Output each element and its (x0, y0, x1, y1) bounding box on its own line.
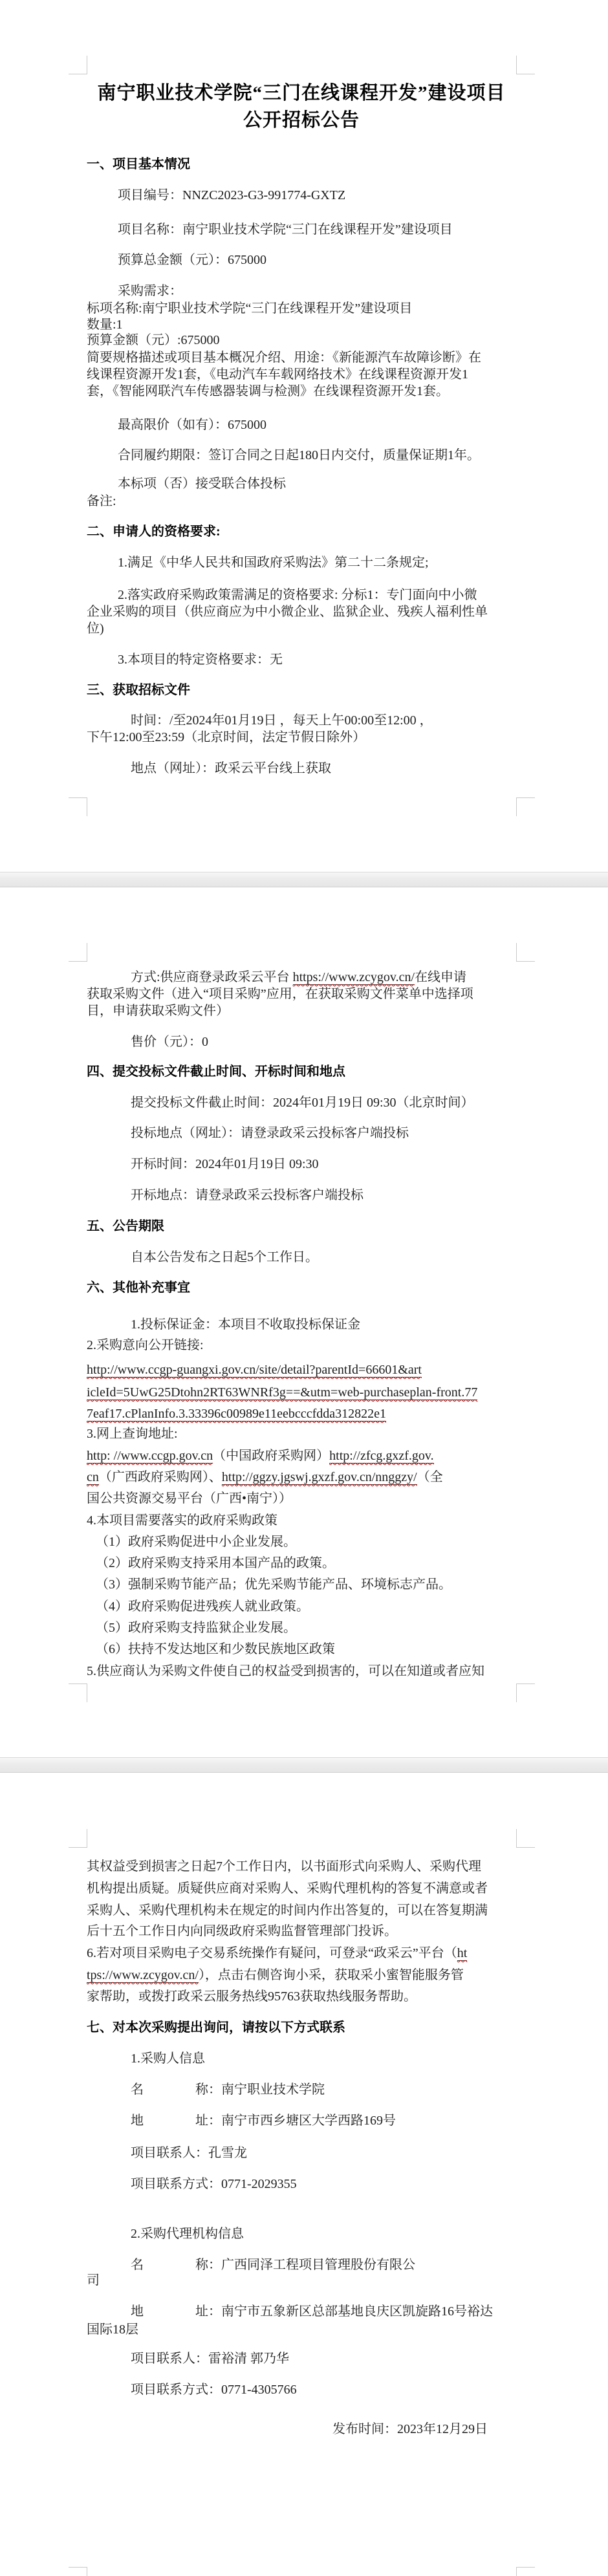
policy-item: （4）政府采购促进残疾人就业政策。 (96, 1599, 309, 1614)
supplement-item-6-text: 6.若对项目采购电子交易系统操作有疑问，可登录“政采云”平台（ (87, 1946, 457, 1960)
intent-link-line (87, 1383, 516, 1402)
agency-address-line: 国际18层 (87, 2322, 138, 2337)
supplement-item-2: 2.采购意向公开链接: (87, 1338, 204, 1352)
page-1-content (87, 0, 516, 872)
buyer-info-heading: 1.采购人信息 (131, 2051, 205, 2066)
policy-item: （5）政府采购支持监狱企业发展。 (96, 1621, 296, 1635)
obtain-method-line (87, 968, 560, 986)
page-break-bar (0, 1757, 608, 1773)
obtain-place: 地点（网址）：政采云平台线上获取 (131, 761, 331, 775)
crop-mark-top-left (69, 1829, 87, 1848)
submission-deadline: 提交投标文件截止时间：2024年01月19日 09:30（北京时间） (131, 1096, 474, 1110)
query-address-text: （全 (417, 1470, 443, 1484)
document-page-1 (0, 0, 608, 872)
section-4-heading: 四、提交投标文件截止时间、开标时间和地点 (87, 1065, 345, 1079)
qualification-item-3: 3.本项目的特定资格要求：无 (118, 653, 283, 667)
policy-item: （3）强制采购节能产品；优先采购节能产品、环境标志产品。 (96, 1577, 451, 1592)
spec-description-line: 简要规格描述或项目基本概况介绍、用途：《新能源汽车故障诊断》在 (87, 351, 481, 365)
complaint-procedure-line: 后十五个工作日内向同级政府采购监督管理部门投诉。 (87, 1924, 397, 1938)
agency-contact-person: 项目联系人：雷裕清 郭乃华 (131, 2352, 289, 2366)
procurement-demand-label: 采购需求： (118, 284, 182, 298)
supplement-item-6-line: 家帮助，或拨打政采云服务热线95763获取热线服务帮助。 (87, 1989, 417, 2004)
gxzf-link[interactable]: http://zfcg.gxzf.gov. (329, 1449, 434, 1463)
lot-name: 标项名称:南宁职业技术学院“三门在线课程开发”建设项目 (87, 301, 413, 316)
query-address-line (87, 1447, 516, 1465)
section-2-heading: 二、申请人的资格要求: (87, 525, 221, 539)
supplement-item-5-line: 5.供应商认为采购文件使自己的权益受到损害的，可以在知道或者应知 (87, 1664, 484, 1678)
buyer-name: 名 称：南宁职业技术学院 (131, 2083, 325, 2097)
crop-mark-bottom-right (516, 2567, 535, 2576)
bid-place: 投标地点（网址）：请登录政采云投标客户端投标 (131, 1126, 409, 1140)
max-price: 最高限价（如有）：675000 (118, 418, 266, 432)
total-budget: 预算总金额（元）：675000 (118, 253, 266, 267)
zcy-platform-link[interactable]: ht (457, 1946, 468, 1960)
policy-item: （1）政府采购促进中小企业发展。 (96, 1535, 296, 1549)
query-address-text: （中国政府采购网） (213, 1449, 330, 1463)
intent-link[interactable]: icleId=5UwG25Dtohn2RT63WNRf3g==&utm=web-purchaseplan-front.77 (87, 1385, 478, 1400)
section-6-heading: 六、其他补充事宜 (87, 1281, 190, 1295)
ggzy-link[interactable]: http://ggzy.jgswj.gxzf.gov.cn/nnggzy/ (221, 1470, 417, 1484)
buyer-address: 地 址：南宁市西乡塘区大学西路169号 (131, 2114, 396, 2128)
buyer-contact-person: 项目联系人：孔雪龙 (131, 2146, 247, 2160)
zcy-platform-link[interactable]: tps://www.zcygov.cn/ (87, 1968, 199, 1982)
intent-link-line (87, 1361, 516, 1379)
lot-budget: 预算金额（元）:675000 (87, 333, 220, 347)
spec-description-line: 线课程资源开发1套，《电动汽车车载网络技术》在线课程资源开发1 (87, 367, 468, 382)
remark-label: 备注: (87, 494, 116, 508)
supplement-item-6-text: ），点击右侧咨询小采，获取采小蜜智能服务管 (198, 1968, 464, 1982)
agency-info-heading: 2.采购代理机构信息 (131, 2227, 244, 2241)
policy-item: （6）扶持不发达地区和少数民族地区政策 (96, 1642, 335, 1656)
doc-title-line-1: 南宁职业技术学院“三门在线课程开发”建设项目 (97, 83, 506, 103)
supplement-item-6-line (87, 1944, 516, 1962)
joint-bid-statement: 本标项（否）接受联合体投标 (118, 477, 286, 491)
query-address-line (87, 1468, 516, 1486)
obtain-method-line: 获取采购文件（进入“项目采购”应用，在获取采购文件菜单中选择项 (87, 987, 473, 1001)
page-2-content (87, 887, 516, 1757)
agency-name-line: 名 称：广西同泽工程项目管理股份有限公 (131, 2258, 415, 2272)
opening-time: 开标时间：2024年01月19日 09:30 (131, 1157, 319, 1171)
supplement-item-4: 4.本项目需要落实的政府采购政策 (87, 1513, 277, 1528)
section-7-heading: 七、对本次采购提出询问，请按以下方式联系 (87, 2020, 345, 2035)
supplement-item-3: 3.网上查询地址: (87, 1427, 178, 1441)
complaint-procedure-line: 采购人、采购代理机构未在规定的时间内作出答复的，可以在答复期满 (87, 1903, 488, 1918)
qualification-item-2-line: 企业采购的项目（供应商应为中小微企业、监狱企业、残疾人福利性单 (87, 605, 488, 619)
intent-link[interactable]: http://www.ccgp-guangxi.gov.cn/site/detail?parentId=66601&art (87, 1363, 422, 1377)
obtain-time-line: 时间：/至2024年01月19日 ，每天上午00:00至12:00 ， (131, 713, 433, 728)
project-number: 项目编号：NNZC2023-G3-991774-GXTZ (118, 188, 346, 202)
obtain-method-line: 目，申请获取采购文件） (87, 1004, 229, 1018)
crop-mark-bottom-right (516, 1683, 535, 1702)
crop-mark-top-right (516, 56, 535, 74)
policy-item: （2）政府采购支持采用本国产品的政策。 (96, 1556, 335, 1570)
section-3-heading: 三、获取招标文件 (87, 683, 190, 697)
spec-description-line: 套，《智能网联汽车传感器装调与检测》在线课程资源开发1套。 (87, 384, 449, 398)
supplement-item-6-line (87, 1966, 516, 1984)
complaint-procedure-line: 机构提出质疑。质疑供应商对采购人、采购代理机构的答复不满意或者 (87, 1881, 488, 1896)
qualification-item-1: 1.满足《中华人民共和国政府采购法》第二十二条规定; (118, 556, 429, 570)
publish-date: 发布时间：2023年12月29日 (332, 2422, 488, 2436)
intent-link-line (87, 1405, 516, 1423)
crop-mark-bottom-left (69, 2567, 87, 2576)
obtain-time-line: 下午12:00至23:59（北京时间，法定节假日除外） (87, 730, 366, 744)
qualification-item-2-line: 位) (87, 622, 104, 636)
intent-link[interactable]: 7eaf17.cPlanInfo.3.33396c00989e11eebcccfdda312822e1 (87, 1407, 386, 1421)
obtain-method-text: 方式:供应商登录政采云平台 (131, 970, 293, 984)
crop-mark-bottom-left (69, 1683, 87, 1702)
section-5-heading: 五、公告期限 (87, 1219, 164, 1233)
crop-mark-top-right (516, 943, 535, 962)
obtain-method-text: 在线申请 (415, 970, 467, 984)
document-page-3 (0, 1773, 608, 2576)
document-price: 售价（元）：0 (131, 1035, 208, 1049)
document-page-2 (0, 887, 608, 1757)
query-address-line: 国公共资源交易平台（广西•南宁）） (87, 1491, 292, 1506)
buyer-contact-phone: 项目联系方式：0771-2029355 (131, 2177, 297, 2191)
ccgp-link[interactable]: http: //www.ccgp.gov.cn (87, 1449, 213, 1463)
supplement-item-1: 1.投标保证金：本项目不收取投标保证金 (131, 1317, 360, 1332)
doc-title-line-2: 公开招标公告 (243, 110, 360, 131)
page-break-bar (0, 872, 608, 887)
project-name: 项目名称：南宁职业技术学院“三门在线课程开发”建设项目 (118, 222, 453, 237)
contract-period: 合同履约期限：签订合同之日起180日内交付，质量保证期1年。 (118, 448, 480, 462)
section-1-heading: 一、项目基本情况 (87, 157, 190, 171)
crop-mark-bottom-left (69, 797, 87, 816)
complaint-procedure-line: 其权益受到损害之日起7个工作日内，以书面形式向采购人、采购代理 (87, 1859, 481, 1874)
page-3-content (87, 1773, 516, 2576)
opening-place: 开标地点：请登录政采云投标客户端投标 (131, 1188, 364, 1202)
gxzf-link[interactable]: cn (87, 1470, 99, 1484)
qualification-item-2-line: 2.落实政府采购政策需满足的资格要求: 分标1：专门面向中小微 (118, 588, 477, 602)
crop-mark-top-right (516, 1829, 535, 1848)
crop-mark-top-left (69, 56, 87, 74)
agency-contact-phone: 项目联系方式：0771-4305766 (131, 2383, 297, 2397)
agency-address-line: 地 址：南宁市五象新区总部基地良庆区凯旋路16号裕达 (131, 2304, 493, 2319)
agency-name-line: 司 (87, 2273, 100, 2288)
crop-mark-bottom-right (516, 797, 535, 816)
crop-mark-top-left (69, 943, 87, 962)
query-address-text: （广西政府采购网）、 (98, 1470, 222, 1484)
lot-quantity: 数量:1 (87, 318, 123, 332)
announcement-period: 自本公告发布之日起5个工作日。 (131, 1250, 318, 1264)
zcy-platform-link[interactable]: https://www.zcygov.cn/ (292, 970, 415, 984)
